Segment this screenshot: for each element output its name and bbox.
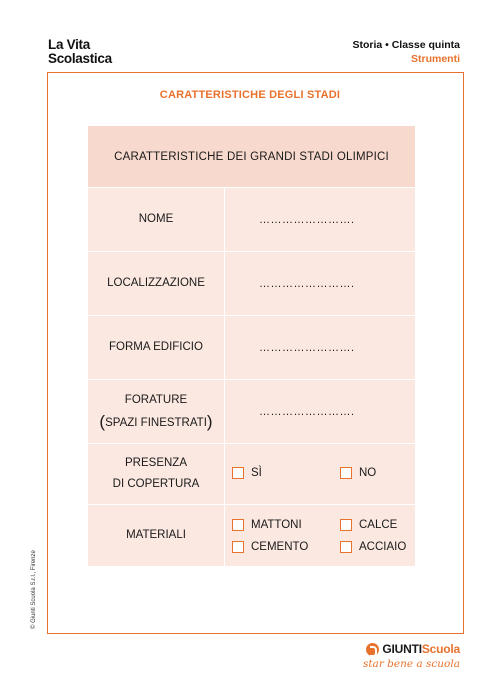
fill-in-dots: ……………………. [259,405,355,418]
row-label-line-1: FORATURE [124,393,188,406]
option-label: ACCIAIO [359,541,407,553]
row-label: NOME [88,188,225,251]
fill-in-dots: ……………………. [259,277,355,290]
magazine-logo [48,38,112,66]
publisher-mark-icon [366,643,379,656]
table-row-location [88,251,415,315]
table-row-openings [88,379,415,443]
option-lime[interactable] [340,519,397,531]
option-label: NO [359,467,377,479]
fill-in-dots: ……………………. [259,341,355,354]
checkbox[interactable] [232,519,244,531]
fill-in-dots: ……………………. [259,213,355,226]
publisher-logo [363,642,460,670]
logo-line-1: La Vita [48,37,90,52]
row-options [225,444,415,504]
option-label: CEMENTO [251,541,309,553]
row-label-line-2 [99,411,212,434]
publisher-name-b: Scuola [421,642,460,656]
option-yes[interactable] [232,467,262,479]
header-info [352,38,460,66]
row-label-line-2-text: SPAZI FINESTRATI [105,416,207,429]
checkbox[interactable] [232,541,244,553]
row-label [88,444,225,504]
page-title: CARATTERISTICHE DEGLI STADI [159,89,341,101]
stadium-characteristics-table [88,126,415,566]
row-label [88,380,225,443]
row-label: FORMA EDIFICIO [88,316,225,379]
row-options [225,505,415,566]
row-label: MATERIALI [88,505,225,566]
table-row-roof [88,443,415,504]
row-value-field[interactable] [225,188,415,251]
row-label: LOCALIZZAZIONE [88,252,225,315]
table-row-materials [88,504,415,566]
checkbox[interactable] [232,467,244,479]
publisher-tagline: star bene a scuola [362,658,460,670]
publisher-name-a: GIUNTI [382,642,422,656]
checkbox[interactable] [340,541,352,553]
option-no[interactable] [340,467,376,479]
table-row-building-shape [88,315,415,379]
option-label: SÌ [251,467,262,479]
close-paren: ) [206,411,213,431]
option-label: MATTONI [251,519,302,531]
table-row-name [88,187,415,251]
logo-line-2: Scolastica [48,51,112,66]
row-value-field[interactable] [225,252,415,315]
table-heading: CARATTERISTICHE DEI GRANDI STADI OLIMPICI [88,126,415,187]
open-paren: ( [99,411,106,431]
subject-label: Storia • Classe quinta [352,39,460,51]
publisher-name [363,642,460,656]
checkbox[interactable] [340,519,352,531]
row-label-line-2: DI COPERTURA [112,478,200,490]
row-label-line-1: PRESENZA [125,457,187,469]
option-label: CALCE [359,519,398,531]
option-bricks[interactable] [232,519,302,531]
checkbox[interactable] [340,467,352,479]
copyright-note: © Giunti Scuola S.r.l., Firenze [31,550,37,629]
option-steel[interactable] [340,541,406,553]
section-label: Strumenti [410,53,460,65]
row-value-field[interactable] [225,316,415,379]
row-value-field[interactable] [225,380,415,443]
option-cement[interactable] [232,541,308,553]
